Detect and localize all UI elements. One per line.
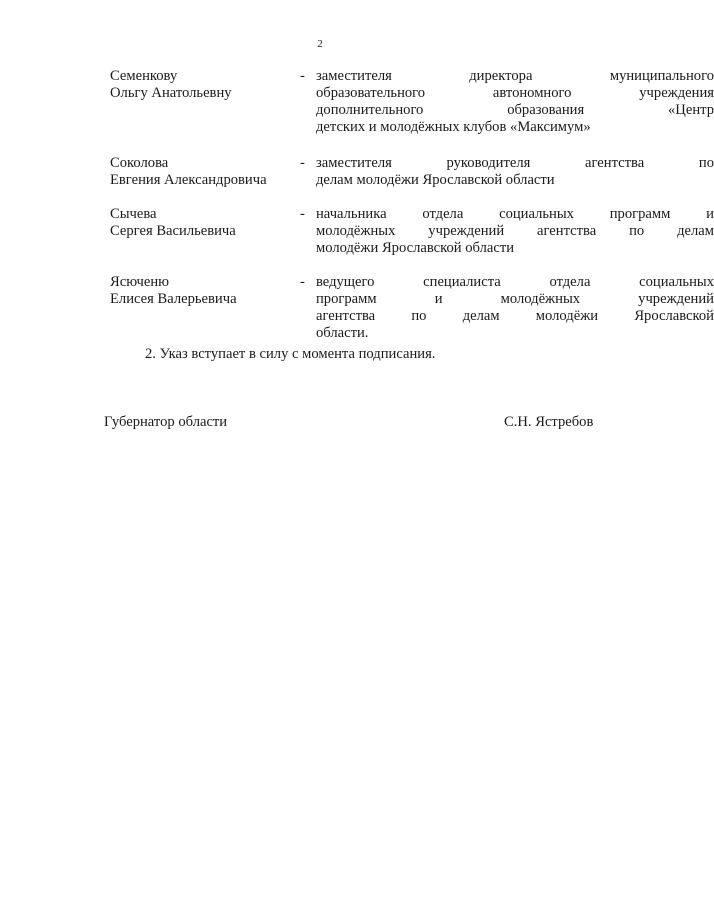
appointee-surname: Соколова — [110, 155, 169, 171]
entry-dash: - — [300, 206, 305, 222]
appointee-name — [110, 206, 295, 240]
position-line: программ и молодёжных учреждений — [316, 291, 714, 307]
position-line: образовательного автономного учреждения — [316, 85, 714, 101]
position-line: заместителя руководителя агентства по — [316, 155, 714, 171]
appointee-position — [316, 206, 714, 257]
position-line: начальника отдела социальных программ и — [316, 206, 714, 222]
position-line: агентства по делам молодёжи Ярославской — [316, 308, 714, 324]
appointee-position — [316, 155, 714, 189]
decree-effective-clause: 2. Указ вступает в силу с момента подписания. — [145, 346, 436, 362]
appointee-given-names: Сергея Васильевича — [110, 223, 236, 239]
entry-dash: - — [300, 155, 305, 171]
position-line: заместителя директора муниципального — [316, 68, 714, 84]
appointee-name — [110, 155, 295, 189]
position-line: ведущего специалиста отдела социальных — [316, 274, 714, 290]
appointee-given-names: Евгения Александровича — [110, 172, 267, 188]
appointee-position — [316, 274, 714, 342]
appointee-surname: Сычева — [110, 206, 157, 222]
position-line: молодёжных учреждений агентства по делам — [316, 223, 714, 239]
page-number: 2 — [317, 38, 323, 50]
position-line: дополнительного образования «Центр — [316, 102, 714, 118]
position-line: молодёжи Ярославской области — [316, 240, 515, 256]
position-line: области. — [316, 325, 369, 341]
signatory-name: С.Н. Ястребов — [504, 414, 594, 430]
appointee-position — [316, 68, 714, 136]
entry-dash: - — [300, 68, 305, 84]
appointee-name — [110, 68, 295, 102]
signatory-title: Губернатор области — [104, 414, 228, 430]
appointee-name — [110, 274, 295, 308]
appointee-given-names: Ольгу Анатольевну — [110, 85, 232, 101]
position-line: детских и молодёжных клубов «Максимум» — [316, 119, 591, 135]
appointee-surname: Семенкову — [110, 68, 178, 84]
position-line: делам молодёжи Ярославской области — [316, 172, 555, 188]
appointee-surname: Ясюченю — [110, 274, 170, 290]
entry-dash: - — [300, 274, 305, 290]
appointee-given-names: Елисея Валерьевича — [110, 291, 237, 307]
